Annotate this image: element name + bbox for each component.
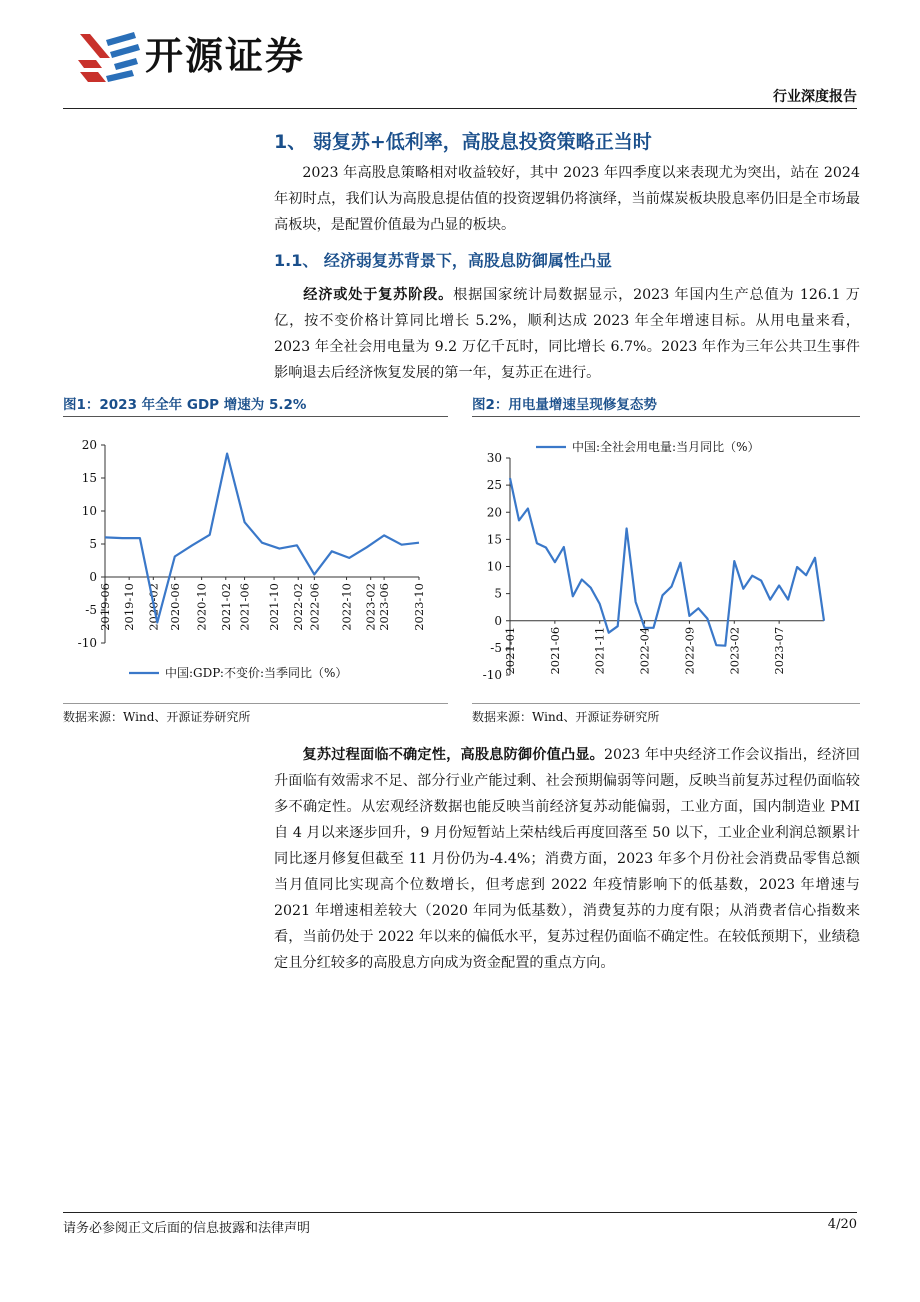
y-tick-label: -10 [482, 668, 502, 682]
figure1-title: 图1：2023 年全年 GDP 增速为 5.2% [63, 397, 307, 413]
brand-name: 开源证券 [145, 34, 306, 78]
x-tick-label: 2020-02 [146, 583, 161, 631]
legend-label: 中国:GDP:不变价:当季同比（%） [165, 666, 348, 680]
y-tick-label: 15 [81, 471, 97, 485]
x-tick-label: 2021-06 [237, 583, 252, 631]
x-tick-label: 2022-09 [682, 626, 697, 675]
figure1-source: 数据来源：Wind、开源证券研究所 [63, 710, 251, 724]
y-tick-label: 15 [486, 532, 502, 547]
legend-label: 中国:全社会用电量:当月同比（%） [572, 440, 760, 454]
x-tick-label: 2022-06 [307, 583, 322, 631]
x-tick-label: 2023-02 [727, 626, 742, 675]
y-tick-label: 0 [89, 570, 97, 584]
y-tick-label: 5 [494, 586, 502, 601]
x-tick-label: 2023-10 [412, 583, 426, 631]
x-tick-label: 2021-06 [547, 626, 562, 675]
paragraph-text: 2023 年中央经济工作会议指出，经济回升面临有效需求不足、部分行业产能过剩、社会预期偏弱等问题，反映当前复苏过程仍面临较多不确定性。从宏观经济数据也能反映当前经济复苏动能偏弱，工业方面，国内制造业 PMI 自 4 月以来逐步回升，9 月份短暂站上荣枯线后再度回落至 50 以下，工业企业利润总额累计同比逐月修复但截至 11 月份仍为-4.4%；消费方面，2023 年多个月份社会消费品零售总额当月值同比实现高个位数增长，但考虑到 2022 年疫情影响下的低基数，2023 年增速与 2021 年增速相差较大（2020 年同为低基数），消费复苏的力度有限；从消费者信心指数来看，当前仍处于 2022 年以来的偏低水平，复苏过程仍面临不确定性。在较低预期下，业绩稳定且分红较多的高股息方向成为资金配置的重点方向。 [274, 747, 860, 971]
figure2-source: 数据来源：Wind、开源证券研究所 [472, 710, 660, 724]
figure2-title: 图2：用电量增速呈现修复态势 [472, 397, 657, 413]
x-tick-label: 2021-02 [218, 583, 233, 631]
figure1-source-divider [63, 703, 448, 704]
x-tick-label: 2022-10 [339, 583, 354, 631]
paragraph-lead: 复苏过程面临不确定性，高股息防御价值凸显。 [302, 747, 605, 763]
y-tick-label: 10 [486, 559, 502, 574]
y-tick-label: -5 [490, 640, 502, 655]
paragraph-text: 2023 年高股息策略相对收益较好，其中 2023 年四季度以来表现尤为突出，站在 2024 年初时点，我们认为高股息提估值的投资逻辑仍将演绎，当前煤炭板块股息率仍旧是全市场最高板块，是配置价值最为凸显的板块。 [274, 165, 860, 233]
y-tick-label: 25 [486, 478, 502, 493]
page-number: 4/20 [827, 1217, 857, 1232]
brand-logo-mark [76, 30, 146, 86]
x-tick-label: 2022-02 [291, 583, 306, 631]
footer-disclaimer: 请务必参阅正文后面的信息披露和法律声明 [63, 1221, 311, 1236]
subsection-paragraph [274, 282, 860, 386]
y-tick-label: 20 [81, 438, 97, 452]
y-tick-label: -5 [85, 603, 97, 617]
x-tick-label: 2019-10 [122, 583, 137, 631]
uncertainty-paragraph [274, 742, 860, 976]
figure2-divider [472, 416, 860, 417]
report-type: 行业深度报告 [773, 89, 857, 105]
subsection-heading: 1.1、 经济弱复苏背景下，高股息防御属性凸显 [274, 251, 612, 270]
footer-divider [63, 1212, 857, 1213]
x-tick-label: 2023-07 [772, 626, 787, 675]
figure1-divider [63, 416, 448, 417]
paragraph-text: 根据国家统计局数据显示，2023 年国内生产总值为 126.1 万亿，按不变价格计算同比增长 5.2%，顺利达成 2023 年全年增速目标。从用电量来看，2023 年全社会用电量为 9.2 万亿千瓦时，同比增长 6.7%。2023 年作为三年公共卫生事件影响退去后经济恢复发展的第一年，复苏正在进行。 [274, 287, 860, 381]
x-tick-label: 2020-06 [167, 583, 182, 631]
y-tick-label: -10 [77, 636, 97, 650]
section-heading: 1、 弱复苏+低利率，高股息投资策略正当时 [274, 131, 652, 153]
power-consumption-chart [472, 425, 860, 697]
header-divider [63, 108, 857, 109]
x-tick-label: 2021-11 [592, 626, 607, 675]
y-tick-label: 20 [486, 505, 502, 520]
x-tick-label: 2019-06 [98, 583, 112, 631]
x-tick-label: 2023-02 [363, 583, 378, 631]
figure2-source-divider [472, 703, 860, 704]
paragraph-lead: 经济或处于复苏阶段。 [302, 287, 454, 303]
x-tick-label: 2020-10 [194, 583, 209, 631]
x-tick-label: 2021-10 [267, 583, 282, 631]
x-tick-label: 2022-04 [637, 626, 652, 675]
gdp-growth-chart [63, 425, 448, 697]
y-tick-label: 30 [486, 451, 502, 465]
y-tick-label: 0 [494, 613, 502, 628]
x-tick-label: 2023-06 [377, 583, 392, 631]
y-tick-label: 10 [81, 504, 97, 518]
y-tick-label: 5 [89, 537, 97, 551]
section-paragraph [274, 160, 860, 238]
x-tick-label: 2021-01 [503, 626, 517, 675]
